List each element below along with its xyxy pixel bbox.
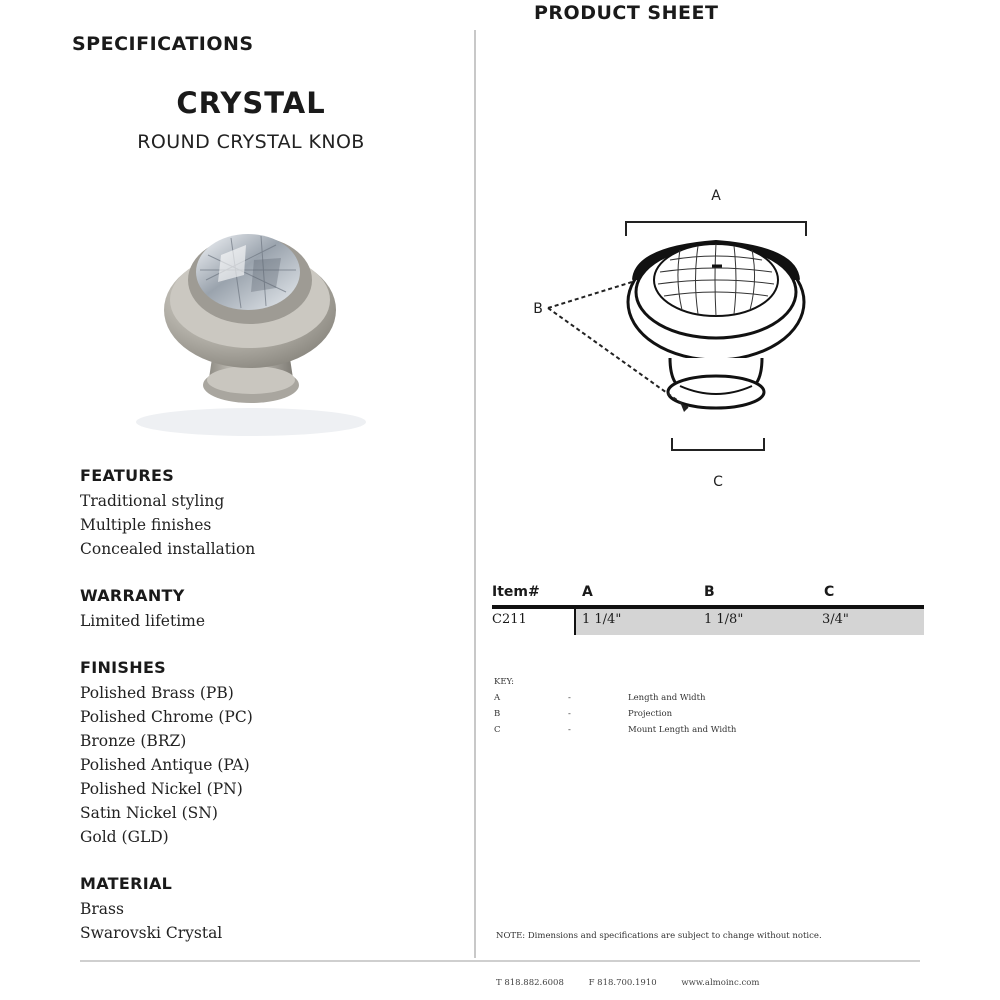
crystal-knob-photo [126, 200, 376, 440]
disclaimer-note: NOTE: Dimensions and specifications are subject to change without notice. [496, 931, 822, 941]
key-description: Projection [628, 709, 673, 719]
feature-item: Multiple finishes [80, 516, 212, 534]
finish-item: Polished Chrome (PC) [80, 708, 253, 726]
cell-a: 1 1/4" [582, 612, 622, 627]
header-c: C [824, 584, 835, 600]
dimension-diagram [520, 180, 850, 500]
contact-footer [496, 978, 896, 988]
key-letter: B [494, 709, 501, 719]
finish-item: Gold (GLD) [80, 828, 169, 846]
cell-c: 3/4" [822, 612, 849, 627]
key-description: Length and Width [628, 693, 706, 703]
key-row [494, 709, 814, 725]
header-b: B [704, 584, 715, 600]
label-b: B [533, 301, 543, 317]
product-name: CRYSTAL [176, 86, 326, 120]
finish-item: Bronze (BRZ) [80, 732, 187, 750]
material-title: MATERIAL [80, 874, 173, 893]
feature-item: Concealed installation [80, 540, 256, 558]
finish-item: Satin Nickel (SN) [80, 804, 218, 822]
cell-b: 1 1/8" [704, 612, 744, 627]
key-row [494, 725, 814, 741]
dimensions-table [492, 581, 924, 635]
key-letter: A [494, 693, 501, 703]
key-legend [494, 677, 814, 741]
column-divider [474, 30, 476, 958]
product-subtitle: ROUND CRYSTAL KNOB [137, 131, 365, 153]
table-row [492, 609, 924, 635]
header-a: A [582, 584, 593, 600]
footer-divider [80, 960, 920, 962]
footer-fax: F 818.700.1910 [588, 978, 657, 988]
key-letter: C [494, 725, 501, 735]
key-description: Mount Length and Width [628, 725, 737, 735]
key-title: KEY: [494, 677, 514, 687]
warranty-title: WARRANTY [80, 586, 185, 605]
warranty-item: Limited lifetime [80, 612, 206, 630]
specifications-heading: SPECIFICATIONS [72, 33, 254, 55]
material-item: Swarovski Crystal [80, 924, 223, 942]
features-title: FEATURES [80, 466, 175, 485]
label-c: C [713, 474, 723, 490]
label-a: A [711, 188, 721, 204]
warranty-section [80, 586, 205, 633]
header-item: Item# [492, 584, 540, 600]
finish-item: Polished Brass (PB) [80, 684, 234, 702]
finish-item: Polished Nickel (PN) [80, 780, 243, 798]
finishes-title: FINISHES [80, 658, 166, 677]
key-separator: - [568, 709, 571, 719]
footer-website[interactable]: www.almoinc.com [681, 978, 760, 988]
footer-phone: T 818.882.6008 [496, 978, 564, 988]
cell-item: C211 [492, 612, 527, 627]
finishes-section [80, 658, 253, 849]
feature-item: Traditional styling [80, 492, 225, 510]
table-header [492, 581, 924, 605]
key-row [494, 693, 814, 709]
key-separator: - [568, 725, 571, 735]
material-item: Brass [80, 900, 124, 918]
material-section [80, 874, 222, 945]
key-separator: - [568, 693, 571, 703]
product-sheet-heading: PRODUCT SHEET [534, 2, 719, 24]
finish-item: Polished Antique (PA) [80, 756, 250, 774]
features-section [80, 466, 255, 561]
